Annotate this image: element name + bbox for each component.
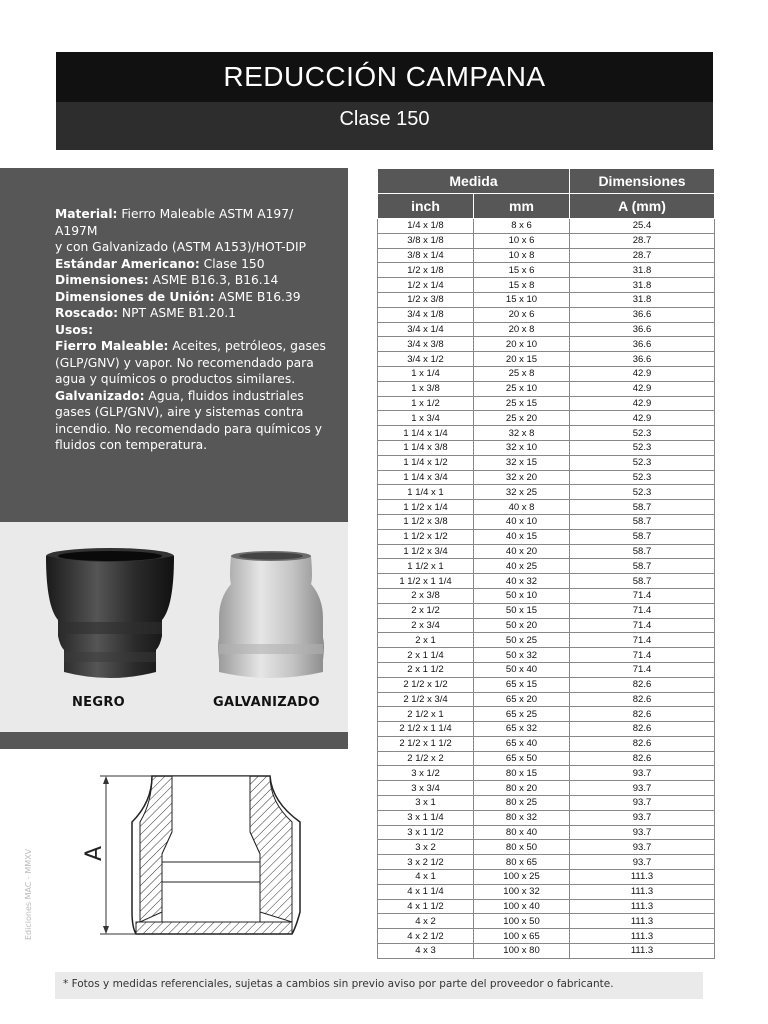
mm-cell: 40 x 25 [474, 559, 570, 574]
table-row [378, 559, 715, 574]
table-row [378, 278, 715, 293]
mm-cell: 50 x 40 [474, 662, 570, 677]
malleable-value: Aceites, petróleos, gases (GLP/GNV) y vapor. No recomendado para agua y químicos o productos similares. [55, 339, 326, 386]
galvanized-value: Agua, fluidos industriales gases (GLP/GNV), aire y sistemas contra incendio. No recomendado para químicos y fluidos con temperatura. [55, 388, 322, 452]
table-row [378, 736, 715, 751]
a-mm-cell: 111.3 [570, 929, 715, 944]
table-row [378, 707, 715, 722]
inch-cell: 4 x 1 1/2 [378, 899, 474, 914]
inch-cell: 3/4 x 1/4 [378, 322, 474, 337]
a-mm-cell: 93.7 [570, 855, 715, 870]
table-row [378, 292, 715, 307]
inch-cell: 3/4 x 1/2 [378, 352, 474, 367]
inch-cell: 2 1/2 x 1/2 [378, 677, 474, 692]
table-row [378, 574, 715, 589]
a-mm-cell: 71.4 [570, 618, 715, 633]
inch-cell: 3/8 x 1/8 [378, 233, 474, 248]
inch-cell: 3 x 1/2 [378, 766, 474, 781]
a-mm-cell: 111.3 [570, 914, 715, 929]
table-row [378, 352, 715, 367]
dimension-label: A [82, 845, 107, 861]
mm-cell: 32 x 25 [474, 485, 570, 500]
mm-cell: 65 x 32 [474, 722, 570, 737]
mm-cell: 80 x 20 [474, 781, 570, 796]
table-row [378, 810, 715, 825]
inch-cell: 2 x 1 1/2 [378, 662, 474, 677]
mm-header: mm [474, 194, 570, 219]
inch-cell: 2 x 3/4 [378, 618, 474, 633]
a-mm-cell: 82.6 [570, 751, 715, 766]
a-mm-cell: 58.7 [570, 500, 715, 515]
inch-cell: 1 1/2 x 1/4 [378, 500, 474, 515]
table-row [378, 233, 715, 248]
table-row [378, 870, 715, 885]
inch-cell: 2 1/2 x 2 [378, 751, 474, 766]
mm-cell: 80 x 65 [474, 855, 570, 870]
mm-cell: 65 x 15 [474, 677, 570, 692]
a-mm-cell: 42.9 [570, 381, 715, 396]
a-mm-cell: 31.8 [570, 263, 715, 278]
inch-cell: 1 x 3/4 [378, 411, 474, 426]
inch-cell: 1/2 x 1/4 [378, 278, 474, 293]
mm-cell: 80 x 40 [474, 825, 570, 840]
inch-cell: 4 x 1 [378, 870, 474, 885]
mm-cell: 50 x 20 [474, 618, 570, 633]
galvanized-label: GALVANIZADO [213, 695, 320, 710]
malleable-label: Fierro Maleable: [55, 339, 169, 353]
table-row [378, 322, 715, 337]
table-row [378, 426, 715, 441]
table-row [378, 929, 715, 944]
table-row [378, 396, 715, 411]
standard-label: Estándar Americano: [55, 256, 200, 271]
mm-cell: 15 x 10 [474, 292, 570, 307]
mm-cell: 10 x 8 [474, 248, 570, 263]
galvanized-fitting-image [213, 548, 333, 688]
mm-cell: 50 x 15 [474, 603, 570, 618]
inch-cell: 1 1/4 x 1 [378, 485, 474, 500]
table-row [378, 633, 715, 648]
a-mm-cell: 71.4 [570, 633, 715, 648]
page-title: REDUCCIÓN CAMPANA [56, 52, 713, 102]
table-row [378, 648, 715, 663]
a-mm-cell: 71.4 [570, 588, 715, 603]
table-row [378, 248, 715, 263]
a-mm-cell: 111.3 [570, 899, 715, 914]
inch-cell: 1 x 1/2 [378, 396, 474, 411]
a-mm-cell: 71.4 [570, 662, 715, 677]
mm-cell: 65 x 25 [474, 707, 570, 722]
dimensions-value: ASME B16.3, B16.14 [148, 273, 279, 287]
mm-cell: 40 x 15 [474, 529, 570, 544]
black-fitting-image [42, 546, 182, 686]
a-mm-cell: 36.6 [570, 352, 715, 367]
table-row [378, 455, 715, 470]
inch-cell: 1 1/4 x 3/8 [378, 440, 474, 455]
mm-cell: 25 x 20 [474, 411, 570, 426]
mm-cell: 80 x 50 [474, 840, 570, 855]
a-mm-cell: 52.3 [570, 426, 715, 441]
inch-cell: 1 1/4 x 1/4 [378, 426, 474, 441]
table-row [378, 588, 715, 603]
a-mm-cell: 52.3 [570, 455, 715, 470]
mm-cell: 50 x 32 [474, 648, 570, 663]
a-mm-cell: 25.4 [570, 219, 715, 234]
material-line2: y con Galvanizado (ASTM A153)/HOT-DIP [55, 240, 307, 254]
dimensions-group-header: Dimensiones [570, 169, 715, 194]
table-row [378, 514, 715, 529]
mm-cell: 65 x 20 [474, 692, 570, 707]
a-mm-cell: 111.3 [570, 870, 715, 885]
mm-cell: 40 x 32 [474, 574, 570, 589]
mm-cell: 10 x 6 [474, 233, 570, 248]
table-row [378, 529, 715, 544]
a-mm-cell: 58.7 [570, 559, 715, 574]
mm-cell: 32 x 15 [474, 455, 570, 470]
table-row [378, 692, 715, 707]
table-row [378, 781, 715, 796]
mm-cell: 65 x 50 [474, 751, 570, 766]
thread-value: NPT ASME B1.20.1 [118, 306, 236, 320]
union-value: ASME B16.39 [214, 289, 301, 304]
vertical-credit: Ediciones MAC - MMXV [24, 848, 33, 940]
mm-cell: 80 x 15 [474, 766, 570, 781]
table-row [378, 485, 715, 500]
table-row [378, 884, 715, 899]
inch-cell: 1 1/2 x 3/4 [378, 544, 474, 559]
mm-cell: 40 x 8 [474, 500, 570, 515]
inch-cell: 3 x 1 1/2 [378, 825, 474, 840]
table-row [378, 662, 715, 677]
a-mm-cell: 82.6 [570, 692, 715, 707]
union-label: Dimensiones de Unión: [55, 289, 215, 304]
inch-cell: 1 1/2 x 1/2 [378, 529, 474, 544]
mm-cell: 100 x 25 [474, 870, 570, 885]
a-mm-cell: 111.3 [570, 944, 715, 959]
inch-cell: 3/8 x 1/4 [378, 248, 474, 263]
table-row [378, 603, 715, 618]
a-mm-cell: 71.4 [570, 648, 715, 663]
inch-cell: 3/4 x 3/8 [378, 337, 474, 352]
mm-cell: 40 x 20 [474, 544, 570, 559]
mm-cell: 15 x 6 [474, 263, 570, 278]
table-row [378, 263, 715, 278]
a-mm-cell: 82.6 [570, 722, 715, 737]
inch-cell: 2 x 3/8 [378, 588, 474, 603]
a-mm-cell: 36.6 [570, 307, 715, 322]
a-mm-cell: 82.6 [570, 736, 715, 751]
footnote: * Fotos y medidas referenciales, sujetas a cambios sin previo aviso por parte del proveedor o fabricante. [55, 972, 703, 999]
mm-cell: 20 x 10 [474, 337, 570, 352]
a-mm-cell: 31.8 [570, 292, 715, 307]
mm-cell: 100 x 50 [474, 914, 570, 929]
material-label: Material: [55, 207, 118, 221]
a-mm-cell: 52.3 [570, 485, 715, 500]
a-mm-cell: 58.7 [570, 574, 715, 589]
inch-cell: 1 1/2 x 1 1/4 [378, 574, 474, 589]
a-mm-cell: 36.6 [570, 337, 715, 352]
mm-cell: 50 x 25 [474, 633, 570, 648]
table-row [378, 219, 715, 234]
standard-value: Clase 150 [199, 256, 265, 271]
table-row [378, 677, 715, 692]
a-mm-cell: 31.8 [570, 278, 715, 293]
spec-panel [0, 168, 348, 522]
table-row [378, 944, 715, 959]
mm-cell: 100 x 65 [474, 929, 570, 944]
mm-cell: 80 x 32 [474, 810, 570, 825]
table-row [378, 618, 715, 633]
inch-cell: 4 x 2 1/2 [378, 929, 474, 944]
mm-cell: 20 x 8 [474, 322, 570, 337]
dimensions-label: Dimensiones: [55, 273, 149, 287]
inch-cell: 1/2 x 1/8 [378, 263, 474, 278]
table-row [378, 440, 715, 455]
table-row [378, 381, 715, 396]
table-row [378, 500, 715, 515]
a-mm-cell: 58.7 [570, 514, 715, 529]
inch-cell: 1 x 1/4 [378, 366, 474, 381]
inch-cell: 3/4 x 1/8 [378, 307, 474, 322]
table-row [378, 766, 715, 781]
a-mm-cell: 28.7 [570, 233, 715, 248]
page-subtitle: Clase 150 [56, 102, 713, 150]
a-mm-cell: 52.3 [570, 440, 715, 455]
table-row [378, 855, 715, 870]
inch-header: inch [378, 194, 474, 219]
inch-cell: 2 x 1 [378, 633, 474, 648]
inch-cell: 4 x 2 [378, 914, 474, 929]
a-mm-cell: 93.7 [570, 810, 715, 825]
inch-cell: 3 x 2 [378, 840, 474, 855]
inch-cell: 4 x 3 [378, 944, 474, 959]
table-row [378, 722, 715, 737]
inch-cell: 2 x 1 1/4 [378, 648, 474, 663]
a-mm-cell: 93.7 [570, 766, 715, 781]
inch-cell: 1 1/2 x 1 [378, 559, 474, 574]
mm-cell: 25 x 10 [474, 381, 570, 396]
mm-cell: 65 x 40 [474, 736, 570, 751]
inch-cell: 1 x 3/8 [378, 381, 474, 396]
inch-cell: 1 1/2 x 3/8 [378, 514, 474, 529]
mm-cell: 100 x 40 [474, 899, 570, 914]
a-mm-cell: 93.7 [570, 796, 715, 811]
a-mm-cell: 71.4 [570, 603, 715, 618]
mm-cell: 32 x 8 [474, 426, 570, 441]
uses-label: Usos: [55, 322, 93, 337]
measure-group-header: Medida [378, 169, 570, 194]
a-mm-cell: 93.7 [570, 781, 715, 796]
table-row [378, 825, 715, 840]
dimensions-table [377, 168, 715, 959]
table-row [378, 337, 715, 352]
product-photos [0, 522, 348, 732]
mm-cell: 32 x 20 [474, 470, 570, 485]
table-row [378, 470, 715, 485]
table-row [378, 914, 715, 929]
divider-bar [0, 732, 348, 749]
inch-cell: 3 x 3/4 [378, 781, 474, 796]
table-row [378, 899, 715, 914]
table-row [378, 307, 715, 322]
a-mm-cell: 42.9 [570, 396, 715, 411]
a-mm-cell: 36.6 [570, 322, 715, 337]
mm-cell: 80 x 25 [474, 796, 570, 811]
table-row [378, 796, 715, 811]
a-mm-cell: 82.6 [570, 707, 715, 722]
inch-cell: 1 1/4 x 1/2 [378, 455, 474, 470]
a-mm-cell: 93.7 [570, 825, 715, 840]
inch-cell: 1/4 x 1/8 [378, 219, 474, 234]
inch-cell: 1 1/4 x 3/4 [378, 470, 474, 485]
mm-cell: 50 x 10 [474, 588, 570, 603]
inch-cell: 2 1/2 x 3/4 [378, 692, 474, 707]
a-mm-cell: 58.7 [570, 544, 715, 559]
inch-cell: 3 x 1 [378, 796, 474, 811]
table-row [378, 751, 715, 766]
inch-cell: 3 x 2 1/2 [378, 855, 474, 870]
inch-cell: 2 1/2 x 1 [378, 707, 474, 722]
mm-cell: 32 x 10 [474, 440, 570, 455]
mm-cell: 25 x 15 [474, 396, 570, 411]
table-row [378, 366, 715, 381]
table-row [378, 544, 715, 559]
inch-cell: 1/2 x 3/8 [378, 292, 474, 307]
material-value: Fierro Maleable ASTM A197/ A197M [55, 207, 294, 238]
section-drawing [60, 762, 310, 952]
table-row [378, 840, 715, 855]
thread-label: Roscado: [55, 306, 118, 320]
galvanized-label: Galvanizado: [55, 388, 145, 403]
a-mm-header: A (mm) [570, 194, 715, 219]
a-mm-cell: 111.3 [570, 884, 715, 899]
inch-cell: 4 x 1 1/4 [378, 884, 474, 899]
mm-cell: 100 x 80 [474, 944, 570, 959]
black-label: NEGRO [72, 695, 125, 710]
mm-cell: 8 x 6 [474, 219, 570, 234]
mm-cell: 40 x 10 [474, 514, 570, 529]
a-mm-cell: 93.7 [570, 840, 715, 855]
mm-cell: 25 x 8 [474, 366, 570, 381]
mm-cell: 15 x 8 [474, 278, 570, 293]
inch-cell: 2 1/2 x 1 1/2 [378, 736, 474, 751]
a-mm-cell: 52.3 [570, 470, 715, 485]
mm-cell: 100 x 32 [474, 884, 570, 899]
inch-cell: 2 x 1/2 [378, 603, 474, 618]
inch-cell: 3 x 1 1/4 [378, 810, 474, 825]
inch-cell: 2 1/2 x 1 1/4 [378, 722, 474, 737]
mm-cell: 20 x 15 [474, 352, 570, 367]
a-mm-cell: 58.7 [570, 529, 715, 544]
a-mm-cell: 28.7 [570, 248, 715, 263]
a-mm-cell: 42.9 [570, 366, 715, 381]
table-row [378, 411, 715, 426]
a-mm-cell: 82.6 [570, 677, 715, 692]
mm-cell: 20 x 6 [474, 307, 570, 322]
a-mm-cell: 42.9 [570, 411, 715, 426]
